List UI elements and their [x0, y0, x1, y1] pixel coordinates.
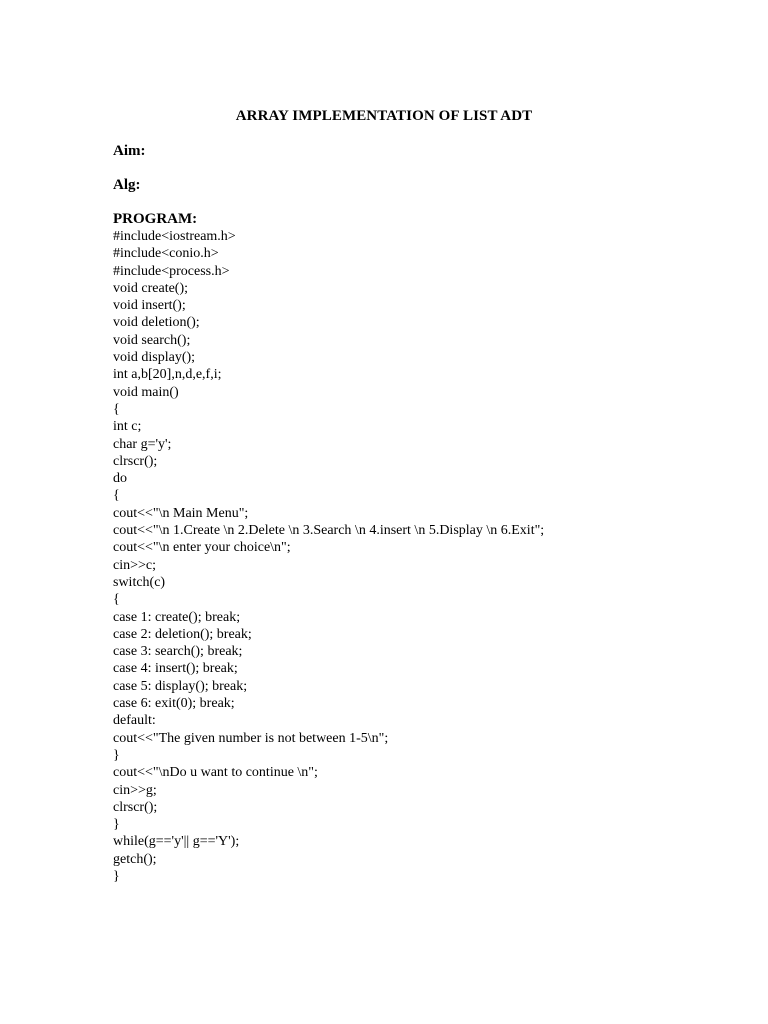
code-line: #include<conio.h>	[113, 246, 219, 262]
code-line: switch(c)	[113, 574, 166, 590]
code-line: case 6: exit(0); break;	[113, 696, 235, 712]
code-line: case 2: deletion(); break;	[113, 626, 252, 642]
code-line: cin>>g;	[113, 782, 157, 798]
code-line: while(g=='y'|| g=='Y');	[113, 834, 240, 850]
code-line: case 1: create(); break;	[113, 609, 241, 625]
code-line: }	[113, 747, 120, 763]
code-line: void display();	[113, 350, 196, 366]
code-line: }	[113, 817, 120, 833]
code-line: char g='y';	[113, 436, 172, 452]
code-line: cout<<"\n Main Menu";	[113, 505, 249, 521]
code-line: #include<process.h>	[113, 263, 230, 279]
code-line: cout<<"The given number is not between 1-5\n";	[113, 730, 389, 746]
code-line: #include<iostream.h>	[113, 229, 236, 244]
code-line: {	[113, 488, 120, 504]
program-heading: PROGRAM:	[113, 211, 198, 227]
code-listing	[113, 228, 544, 885]
aim-heading: Aim:	[113, 143, 146, 159]
code-line: case 4: insert(); break;	[113, 661, 238, 677]
code-line: cout<<"\n enter your choice\n";	[113, 540, 291, 556]
code-line: void search();	[113, 332, 191, 348]
code-line: {	[113, 401, 120, 417]
code-line: {	[113, 592, 120, 608]
code-line: int c;	[113, 419, 142, 435]
code-line: void main()	[113, 384, 179, 400]
code-line: case 5: display(); break;	[113, 678, 248, 694]
code-line: int a,b[20],n,d,e,f,i;	[113, 367, 222, 383]
code-line: do	[113, 471, 127, 487]
code-line: clrscr();	[113, 453, 158, 469]
document-title: ARRAY IMPLEMENTATION OF LIST ADT	[235, 108, 533, 124]
code-line: cin>>c;	[113, 557, 156, 573]
code-line: void create();	[113, 280, 189, 296]
code-line: default:	[113, 713, 156, 729]
code-line: clrscr();	[113, 799, 158, 815]
code-line: void insert();	[113, 298, 186, 314]
code-line: void deletion();	[113, 315, 200, 331]
code-line: cout<<"\n 1.Create \n 2.Delete \n 3.Search \n 4.insert \n 5.Display \n 6.Exit";	[113, 523, 545, 539]
code-line: getch();	[113, 851, 157, 867]
code-line: }	[113, 868, 120, 884]
code-line: case 3: search(); break;	[113, 644, 243, 660]
code-line: cout<<"\nDo u want to continue \n";	[113, 765, 318, 781]
alg-heading: Alg:	[113, 177, 141, 193]
